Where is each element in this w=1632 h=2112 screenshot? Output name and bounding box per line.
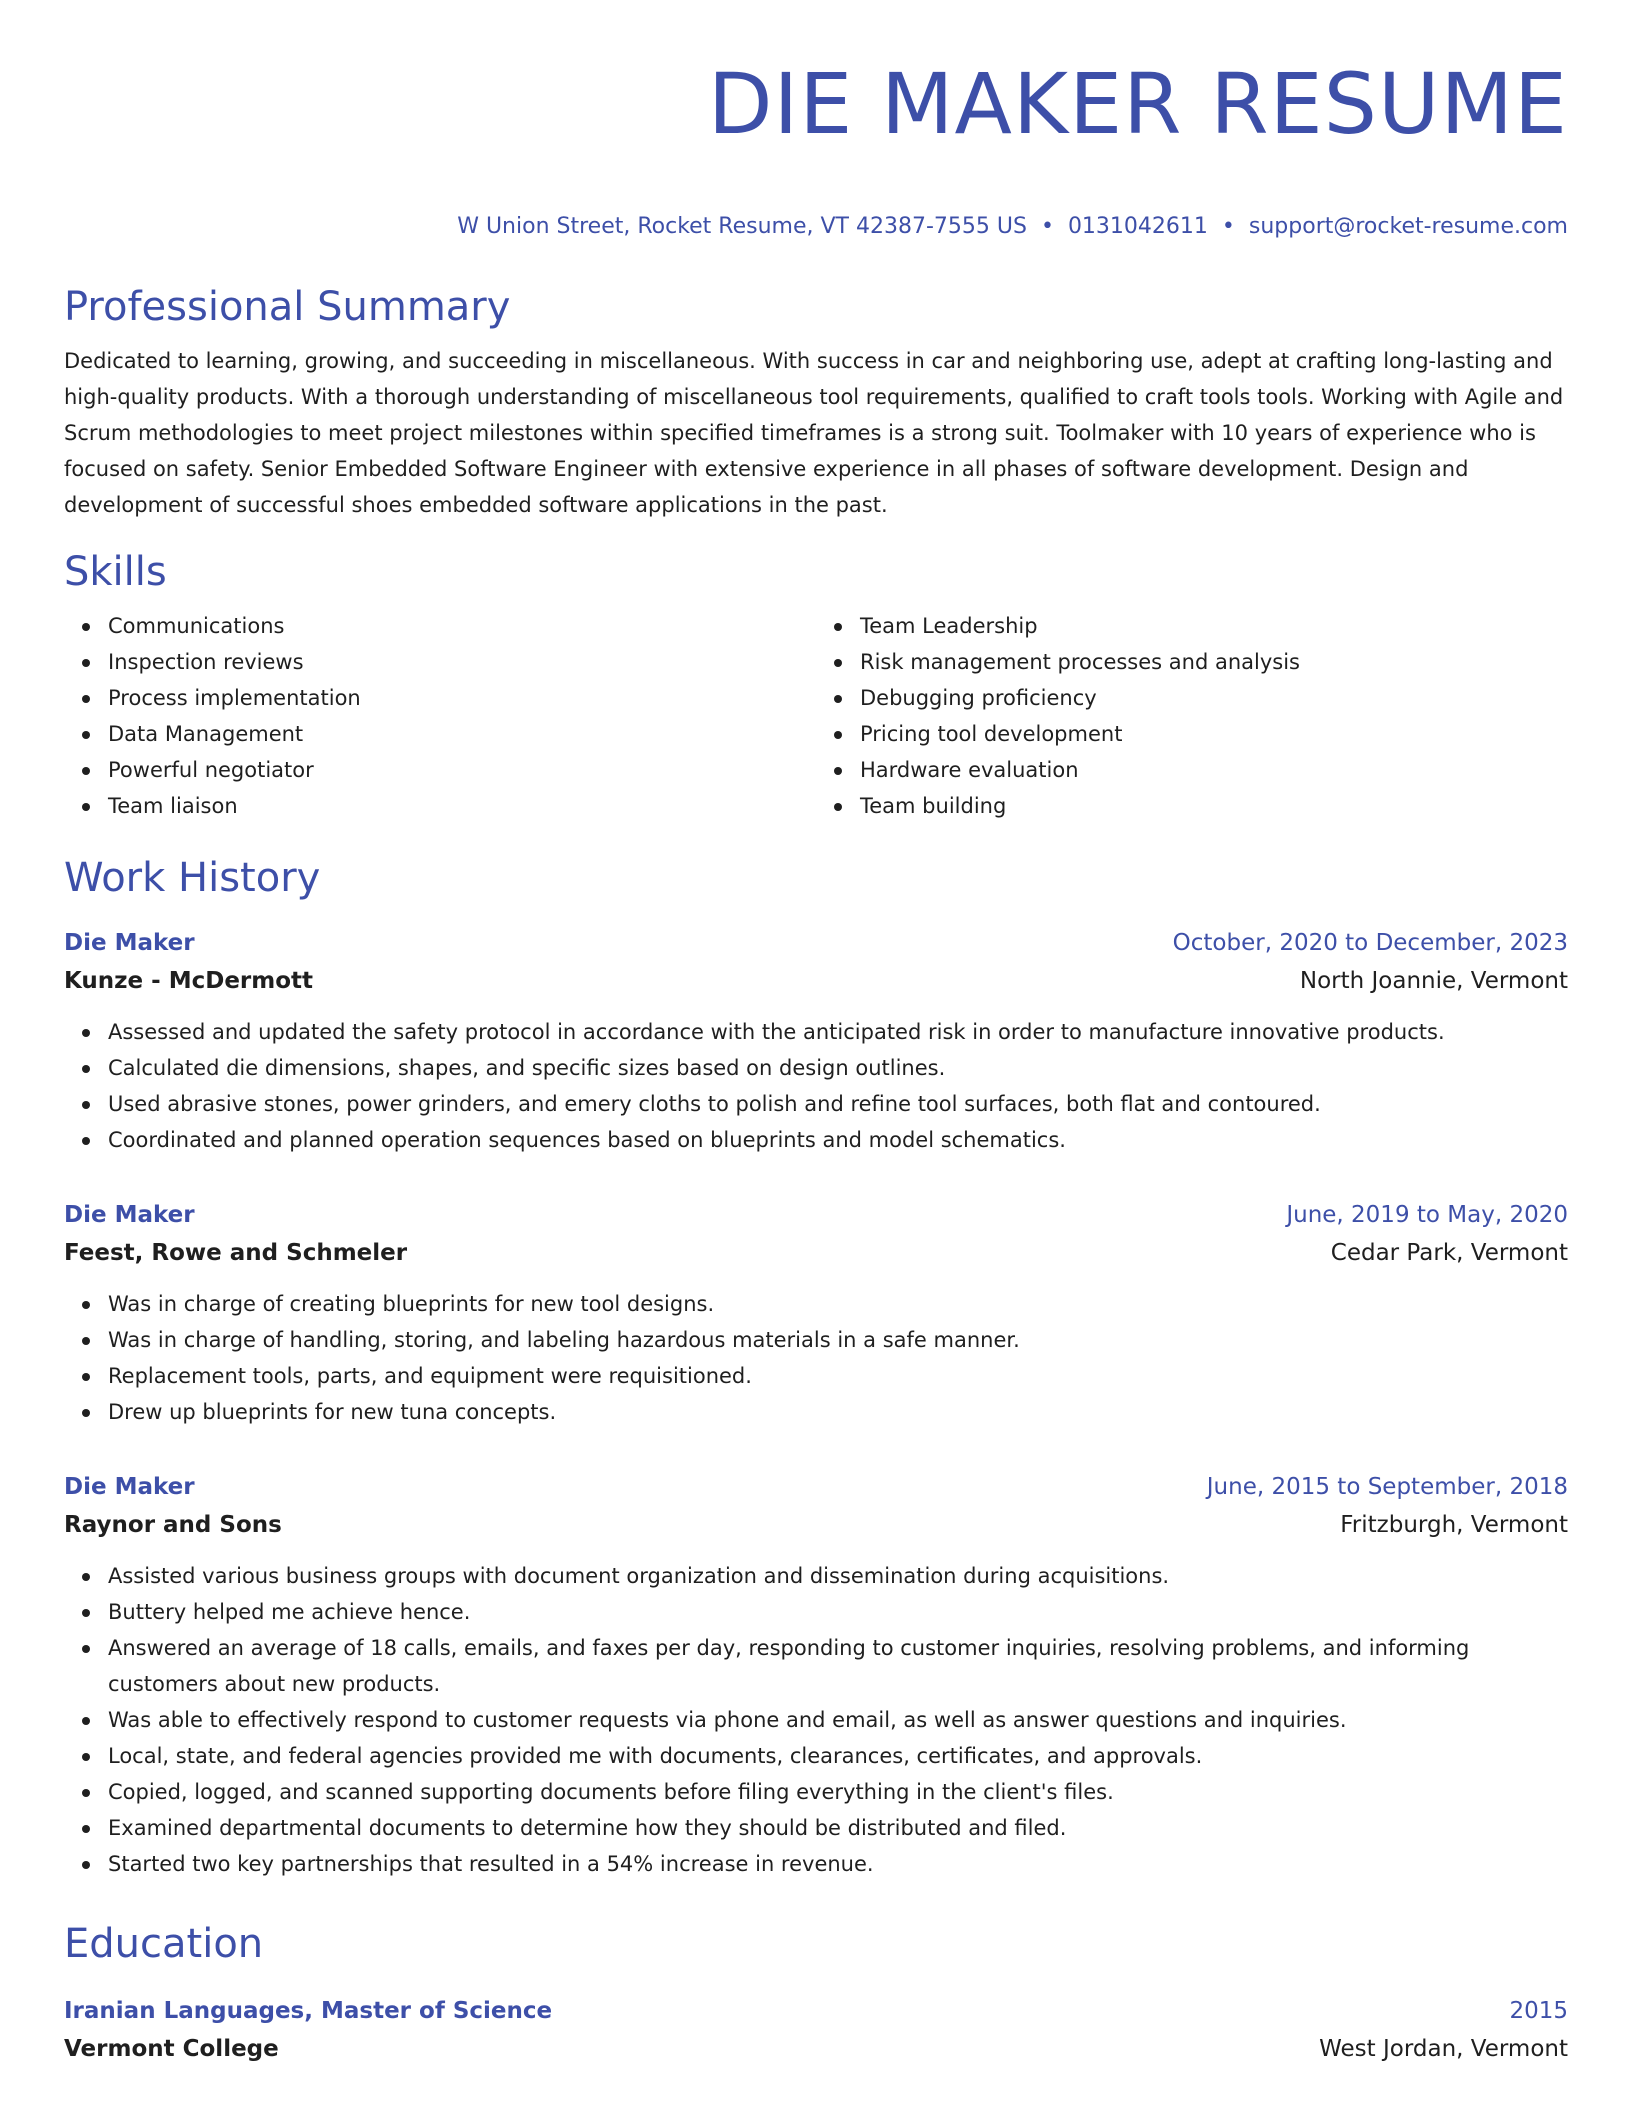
skill-item: Process implementation: [108, 680, 816, 716]
contact-separator: •: [1040, 214, 1054, 239]
job-bullet: Assessed and updated the safety protocol in accordance with the anticipated risk in order to manufacture innovative products.: [108, 1014, 1568, 1050]
contact-phone: 0131042611: [1067, 214, 1208, 239]
job-role: Die Maker: [64, 1474, 195, 1500]
job-bullets: [64, 1286, 1568, 1430]
job-bullet: Examined departmental documents to determine how they should be distributed and filed.: [108, 1810, 1568, 1846]
resume-title: DIE MAKER RESUME: [707, 55, 1568, 153]
skill-item: Pricing tool development: [860, 716, 1568, 752]
skills-list-right: [816, 608, 1568, 824]
skill-item: Inspection reviews: [108, 644, 816, 680]
job-company: Raynor and Sons: [64, 1512, 282, 1538]
job-bullet: Local, state, and federal agencies provided me with documents, clearances, certificates, and approvals.: [108, 1738, 1568, 1774]
skill-item: Hardware evaluation: [860, 752, 1568, 788]
job-location: Fritzburgh, Vermont: [1340, 1512, 1568, 1538]
education-location: West Jordan, Vermont: [1319, 2036, 1568, 2062]
job-role: Die Maker: [64, 930, 195, 956]
job-bullet: Started two key partnerships that resulted in a 54% increase in revenue.: [108, 1846, 1568, 1882]
job-role: Die Maker: [64, 1202, 195, 1228]
education-year: 2015: [1509, 1998, 1568, 2024]
job-dates: October, 2020 to December, 2023: [1172, 930, 1568, 956]
education-heading: Education: [64, 1921, 264, 1967]
skill-item: Debugging proficiency: [860, 680, 1568, 716]
contact-email: support@rocket-resume.com: [1248, 214, 1568, 239]
job-entry: [64, 924, 1568, 1158]
contact-address: W Union Street, Rocket Resume, VT 42387-7555 US: [457, 214, 1027, 239]
job-bullet: Buttery helped me achieve hence.: [108, 1594, 1568, 1630]
job-dates: June, 2019 to May, 2020: [1286, 1202, 1568, 1228]
job-bullet: Copied, logged, and scanned supporting documents before filing everything in the client's files.: [108, 1774, 1568, 1810]
job-bullet: Used abrasive stones, power grinders, and emery cloths to polish and refine tool surfaces, both flat and contoured.: [108, 1086, 1568, 1122]
education-school: Vermont College: [64, 2036, 279, 2062]
job-bullet: Replacement tools, parts, and equipment were requisitioned.: [108, 1358, 1568, 1394]
job-bullet: Coordinated and planned operation sequences based on blueprints and model schematics.: [108, 1122, 1568, 1158]
skill-item: Team liaison: [108, 788, 816, 824]
job-bullet: Answered an average of 18 calls, emails, and faxes per day, responding to customer inquiries, resolving problems, and informing customers about new products.: [108, 1630, 1568, 1702]
job-bullets: [64, 1558, 1568, 1882]
job-company: Feest, Rowe and Schmeler: [64, 1240, 408, 1266]
job-location: Cedar Park, Vermont: [1330, 1240, 1568, 1266]
skill-item: Communications: [108, 608, 816, 644]
job-company: Kunze - McDermott: [64, 968, 314, 994]
summary-heading: Professional Summary: [64, 284, 511, 330]
skill-item: Team building: [860, 788, 1568, 824]
resume-header: [64, 48, 1568, 242]
contact-line: [64, 212, 1568, 242]
skills-list-left: [64, 608, 816, 824]
contact-separator: •: [1221, 214, 1235, 239]
work-history-heading: Work History: [64, 855, 321, 901]
skill-item: Powerful negotiator: [108, 752, 816, 788]
job-bullet: Was in charge of creating blueprints for new tool designs.: [108, 1286, 1568, 1322]
job-entry: [64, 1196, 1568, 1430]
skills-heading: Skills: [64, 549, 167, 595]
job-bullet: Was in charge of handling, storing, and labeling hazardous materials in a safe manner.: [108, 1322, 1568, 1358]
job-bullet: Assisted various business groups with document organization and dissemination during acquisitions.: [108, 1558, 1568, 1594]
job-location: North Joannie, Vermont: [1299, 968, 1568, 994]
job-entry: [64, 1468, 1568, 1882]
summary-text: Dedicated to learning, growing, and succeeding in miscellaneous. With success in car and neighboring use, adept at crafting long-lasting and high-quality products. With a thorough understanding of miscellaneous tool requirements, qualified to craft tools tools. Working with Agile and Scrum methodologies to meet project milestones within specified timeframes is a strong suit. Toolmaker with 10 years of experience who is focused on safety. Senior Embedded Software Engineer with extensive experience in all phases of software development. Design and development of successful shoes embedded software applications in the past.: [64, 349, 1564, 517]
skills-grid: [64, 608, 1568, 824]
job-bullet: Drew up blueprints for new tuna concepts.: [108, 1394, 1568, 1430]
skill-item: Team Leadership: [860, 608, 1568, 644]
job-dates: June, 2015 to September, 2018: [1206, 1474, 1568, 1500]
education-degree: Iranian Languages, Master of Science: [64, 1998, 553, 2024]
skill-item: Data Management: [108, 716, 816, 752]
job-bullet: Was able to effectively respond to customer requests via phone and email, as well as answer questions and inquiries.: [108, 1702, 1568, 1738]
job-bullet: Calculated die dimensions, shapes, and specific sizes based on design outlines.: [108, 1050, 1568, 1086]
education-entry: [64, 1992, 1568, 2068]
skill-item: Risk management processes and analysis: [860, 644, 1568, 680]
job-bullets: [64, 1014, 1568, 1158]
